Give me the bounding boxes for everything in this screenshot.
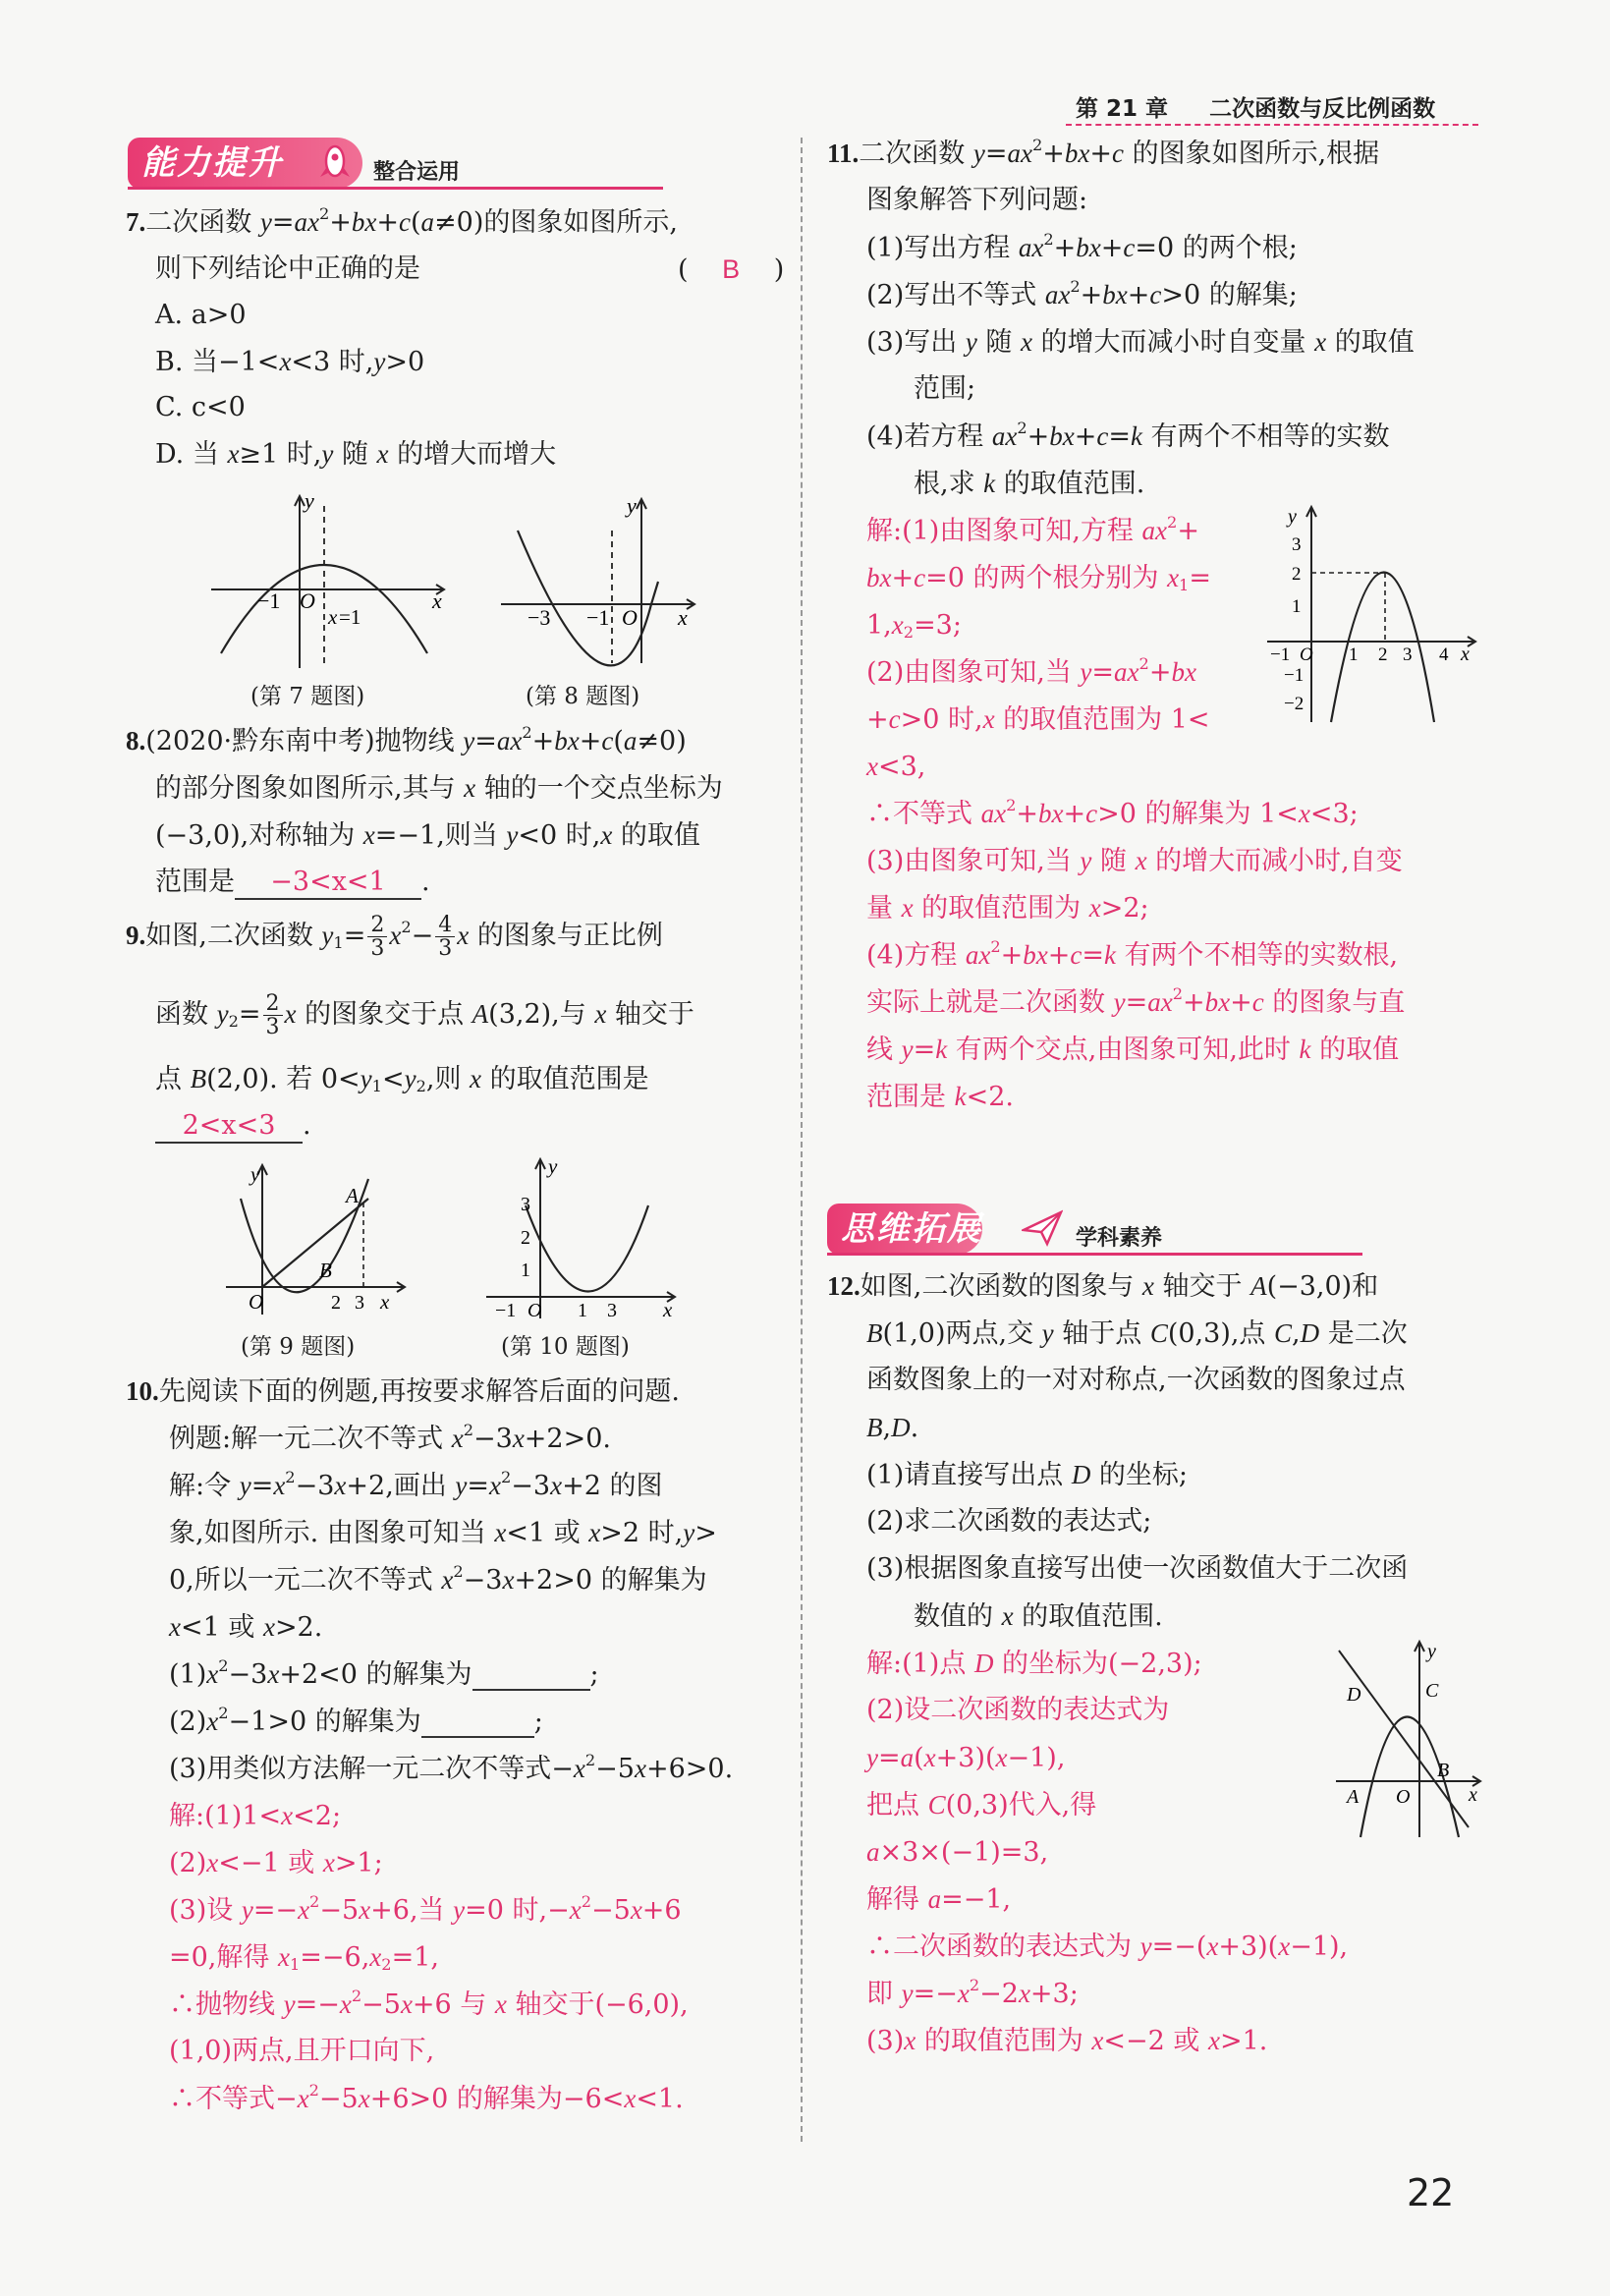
svg-text:1: 1 [521, 1260, 530, 1281]
svg-text:O: O [622, 605, 638, 630]
q12-stem-3: 函数图象上的一对对称点,一次函数的图象过点 [866, 1365, 1406, 1395]
svg-text:−1: −1 [1284, 665, 1305, 686]
q12-sol-9: (3)x 的取值范围为 x<−2 或 x>1. [866, 2026, 1268, 2056]
svg-text:−1: −1 [495, 1300, 517, 1321]
svg-text:x: x [380, 1290, 390, 1314]
svg-text:2: 2 [1378, 644, 1388, 665]
q8-answer: −3<x<1 [235, 867, 421, 900]
svg-text:2: 2 [1292, 564, 1302, 585]
q11-part-1: (1)写出方程 $ax^2+bx+c=0$ 的两个根; [866, 229, 1298, 263]
figure-9 [221, 1159, 417, 1316]
svg-text:C: C [1425, 1680, 1439, 1702]
svg-text:x: x [328, 605, 338, 629]
q12-stem-2: B(1,0)两点,交 y 轴于点 C(0,3),点 C,D 是二次 [866, 1318, 1408, 1349]
section-subtitle-thinking: 学科素养 [1076, 1226, 1163, 1251]
q10-sol-6: (1,0)两点,且开口向下, [169, 2036, 435, 2066]
q11-sol-10: (4)方程 $ax^2+bx+c=k$ 有两个不相等的实数根, [866, 936, 1399, 971]
q10-part1-blank[interactable] [472, 1689, 590, 1691]
q10-part2-blank[interactable] [421, 1736, 534, 1738]
q10-sol-3: (3)设 $y=-x^2-5x+6$,当 y=0 时$,-x^2-5x+6$ [169, 1891, 682, 1926]
q7-answer-bracket: ( B ) [678, 254, 785, 285]
svg-text:x: x [1461, 644, 1470, 665]
q12-part-3: (3)根据图象直接写出使一次函数值大于二次函 [866, 1553, 1409, 1584]
q7-option-d: D. 当 x≥1 时,y 随 x 的增大而增大 [155, 439, 557, 470]
q11-sol-11: 实际上就是二次函数 $y=ax^2+bx+c$ 的图象与直 [866, 983, 1406, 1018]
q10-sol-4: =0,解得 $x_1=-6,x_2=1$, [169, 1942, 439, 1975]
svg-text:y: y [250, 1162, 260, 1186]
figure-10 [481, 1151, 683, 1323]
figure-7 [206, 486, 452, 673]
q8-stem-1: 8.(2020·黔东南中考)抛物线 $y=ax^2+bx+c(a\ne 0)$ [126, 722, 687, 756]
section-banner-thinking [827, 1204, 982, 1255]
svg-text:−1: −1 [1270, 644, 1291, 665]
q12-part-2: (2)求二次函数的表达式; [866, 1506, 1152, 1537]
svg-text:B: B [1437, 1760, 1450, 1781]
q11-sol-1: 解:(1)由图象可知,方程 $ax^2+$ [866, 512, 1199, 546]
svg-text:O: O [1300, 644, 1313, 665]
q11-stem-1: 11.二次函数 $y=ax^2+bx+c$ 的图象如图所示,根据 [827, 135, 1380, 169]
svg-text:3: 3 [355, 1292, 364, 1314]
section-title: 能力提升 [141, 143, 283, 183]
q10-sol-2: (2)x<−1 或 x>1; [169, 1848, 383, 1878]
svg-text:x: x [663, 1298, 673, 1321]
q8-stem-3: (−3,0),对称轴为 x=−1,则当 y<0 时,x 的取值 [155, 820, 700, 851]
figure-8 [496, 491, 702, 668]
q11-sol-9: 量 x 的取值范围为 x>2; [866, 893, 1149, 924]
q10-number: 10. [126, 1376, 159, 1406]
svg-text:O: O [249, 1290, 264, 1314]
q10-example-sol-3: 0,所以一元二次不等式 $x^2-3x+2>0$ 的解集为 [169, 1561, 707, 1596]
q10-sol-1: 解:(1)1<x<2; [169, 1801, 342, 1831]
fig10-caption: (第 10 题图) [501, 1334, 630, 1360]
q7-option-a: A. a>0 [155, 300, 247, 330]
q8-stem-2: 的部分图象如图所示,其与 x 轴的一个交点坐标为 [155, 773, 723, 804]
q10-example-label: 例题:解一元二次不等式 [169, 1424, 444, 1454]
q11-sol-3: $1,x_2=3$; [866, 610, 962, 643]
rocket-icon [316, 143, 354, 183]
q9-stem-2: 函数 $y_2=$ $\frac{2}{3}$ x 的图象交于点 A(3,2),与 x 轴交于 [155, 991, 694, 1040]
q12-part-3b: 数值的 x 的取值范围. [914, 1601, 1163, 1632]
q10-part-1: $(1)x^2-3x+2<0$ 的解集为 ; [169, 1655, 599, 1690]
svg-text:O: O [300, 588, 315, 613]
q10-sol-7: ∴不等式$-x^2-5x+6>0$ 的解集为−6<x<1. [169, 2080, 684, 2114]
fig7-caption: (第 7 题图) [250, 684, 365, 709]
svg-text:3: 3 [607, 1300, 617, 1321]
q10-intro [126, 1375, 680, 1408]
q12-part-1: (1)请直接写出点 D 的坐标; [866, 1460, 1189, 1490]
header-rule [1066, 124, 1478, 126]
q8-source: (2020·黔东南中考) [145, 726, 375, 756]
column-divider [801, 138, 803, 2142]
svg-text:1: 1 [578, 1300, 587, 1321]
q10-intro-text: 先阅读下面的例题,再按要求解答后面的问题. [158, 1376, 680, 1407]
q11-number: 11. [827, 139, 860, 168]
chapter-label: 第 21 章 [1076, 96, 1169, 122]
svg-text:3: 3 [1403, 644, 1413, 665]
q11-sol-8: (3)由图象可知,当 y 随 x 的增大而减小时,自变 [866, 846, 1403, 876]
q10-sol-5: ∴抛物线 $y=-x^2-5x+6$ 与 x 轴交于(−6,0), [169, 1986, 689, 2020]
q12-sol-4: 把点 C(0,3)代入,得 [866, 1790, 1097, 1820]
svg-text:x: x [1469, 1784, 1477, 1806]
svg-text:A: A [1347, 1786, 1360, 1808]
svg-text:2: 2 [331, 1292, 341, 1314]
svg-text:A: A [346, 1184, 359, 1207]
q7-stem-2: 则下列结论中正确的是 [155, 253, 420, 284]
svg-text:x: x [678, 605, 688, 630]
svg-text:y: y [627, 493, 637, 518]
figure-12 [1331, 1636, 1488, 1842]
q12-sol-6: 解得 a=−1, [866, 1884, 1012, 1915]
q11-part-3: (3)写出 y 随 x 的增大而减小时自变量 x 的取值 [866, 327, 1415, 358]
q11-part-4b: 根,求 k 的取值范围. [914, 469, 1145, 499]
svg-text:y: y [1427, 1641, 1436, 1662]
svg-text:3: 3 [1292, 534, 1302, 555]
q11-sol-4: (2)由图象可知,当 $y=ax^2+bx$ [866, 653, 1196, 688]
q12-sol-5: a×3×(−1)=3, [866, 1837, 1049, 1868]
q9-stem-1: 9.如图,二次函数 $y_1=$ $\frac{2}{3}$ $x^2-$ $\frac{4}{3}$ x 的图象与正比例 [126, 913, 663, 962]
figure-11 [1262, 501, 1483, 727]
q11-part-2: (2)写出不等式 $ax^2+bx+c>0$ 的解集; [866, 276, 1298, 310]
page-header [1076, 90, 1435, 123]
svg-text:D: D [1347, 1684, 1361, 1706]
q10-example: 例题:解一元二次不等式 $x^2-3x+2>0$. [169, 1420, 611, 1454]
svg-text:x: x [432, 588, 442, 613]
q8-stem-4: 范围是 −3<x<1 . [155, 867, 430, 900]
q11-sol-5: +c>0 时,x 的取值范围为 1< [866, 704, 1210, 735]
svg-text:y: y [1288, 506, 1297, 528]
fig9-caption: (第 9 题图) [241, 1334, 356, 1360]
svg-text:y: y [305, 488, 314, 513]
q11-part-3b: 范围; [914, 373, 976, 404]
q11-stem-2: 图象解答下列问题: [866, 185, 1088, 215]
q12-sol-8: 即 $y=-x^2-2x+3$; [866, 1975, 1079, 2009]
q12-sol-7: ∴二次函数的表达式为 y=−(x+3)(x−1), [866, 1932, 1349, 1962]
q11-sol-6: x<3, [866, 752, 926, 782]
svg-text:4: 4 [1439, 644, 1449, 665]
svg-text:−3: −3 [527, 605, 551, 630]
svg-text:B: B [319, 1259, 332, 1282]
q11-sol-7: ∴不等式 $ax^2+bx+c>0$ 的解集为 1<x<3; [866, 795, 1359, 829]
q11-sol-13: 范围是 k<2. [866, 1082, 1014, 1112]
q12-stem-4: B,D. [866, 1413, 919, 1443]
svg-text:3: 3 [521, 1194, 530, 1215]
q10-part-3: (3)用类似方法解一元二次不等式$-x^2-5x+6>0$. [169, 1750, 734, 1784]
q12-sol-1: 解:(1)点 D 的坐标为(−2,3); [866, 1649, 1202, 1679]
svg-text:−2: −2 [1284, 694, 1305, 714]
section-title-thinking: 思维拓展 [841, 1209, 982, 1249]
svg-text:y: y [548, 1154, 558, 1178]
section-rule [128, 187, 663, 190]
svg-text:2: 2 [521, 1227, 530, 1249]
q7-option-c: C. c<0 [155, 392, 246, 422]
q9-answer: 2<x<3 [155, 1110, 303, 1144]
chapter-title: 二次函数与反比例函数 [1209, 96, 1436, 122]
q7-option-b: B. 当−1<x<3 时,y>0 [155, 347, 425, 377]
q8-number: 8. [126, 726, 146, 756]
svg-text:−1: −1 [257, 588, 281, 613]
q9-number: 9. [126, 921, 146, 951]
section-rule-thinking [827, 1253, 1362, 1256]
q10-solution-label: 解: [169, 1471, 205, 1501]
svg-text:O: O [527, 1300, 542, 1321]
q7-number: 7. [126, 207, 146, 237]
q12-number: 12. [827, 1271, 861, 1301]
q7-stem: 7.二次函数 $y=ax^2+bx+c(a\ne 0)$的图象如图所示, [126, 203, 678, 238]
svg-text:1: 1 [1349, 644, 1359, 665]
q11-part-4: (4)若方程 $ax^2+bx+c=k$ 有两个不相等的实数 [866, 418, 1390, 452]
svg-text:−1: −1 [586, 605, 610, 630]
q11-sol-2: bx+c=0 的两个根分别为 $x_1=$ [866, 563, 1211, 595]
svg-text:=1: =1 [339, 605, 361, 629]
q10-example-sol-2: 象,如图所示. 由图象可知当 x<1 或 x>2 时,y> [169, 1518, 717, 1548]
q7-answer: B [722, 254, 741, 284]
q11-sol-12: 线 y=k 有两个交点,由图象可知,此时 k 的取值 [866, 1035, 1400, 1065]
q10-example-sol-4: x<1 或 x>2. [169, 1612, 323, 1643]
section-subtitle: 整合运用 [373, 160, 461, 185]
q9-stem-4: 2<x<3 . [155, 1110, 311, 1144]
paper-plane-icon [1022, 1208, 1063, 1248]
q12-sol-3: y=a(x+3)(x−1), [866, 1743, 1066, 1773]
q10-part-2: $(2)x^2-1>0$ 的解集为 ; [169, 1703, 543, 1737]
svg-text:1: 1 [1292, 596, 1302, 617]
svg-text:O: O [1396, 1786, 1411, 1808]
q10-example-sol-1: 解:令 $y=x^2-3x+2$,画出 $y=x^2-3x+2$ 的图 [169, 1467, 663, 1501]
q9-stem-3: 点 B(2,0). 若 $0<y_1<y_2$,则 x 的取值范围是 [155, 1064, 649, 1096]
page-number: 22 [1407, 2171, 1455, 2214]
fig8-caption: (第 8 题图) [526, 684, 640, 709]
q12-stem-1: 12.如图,二次函数的图象与 x 轴交于 A(−3,0)和 [827, 1271, 1379, 1302]
q12-sol-2: (2)设二次函数的表达式为 [866, 1695, 1170, 1725]
